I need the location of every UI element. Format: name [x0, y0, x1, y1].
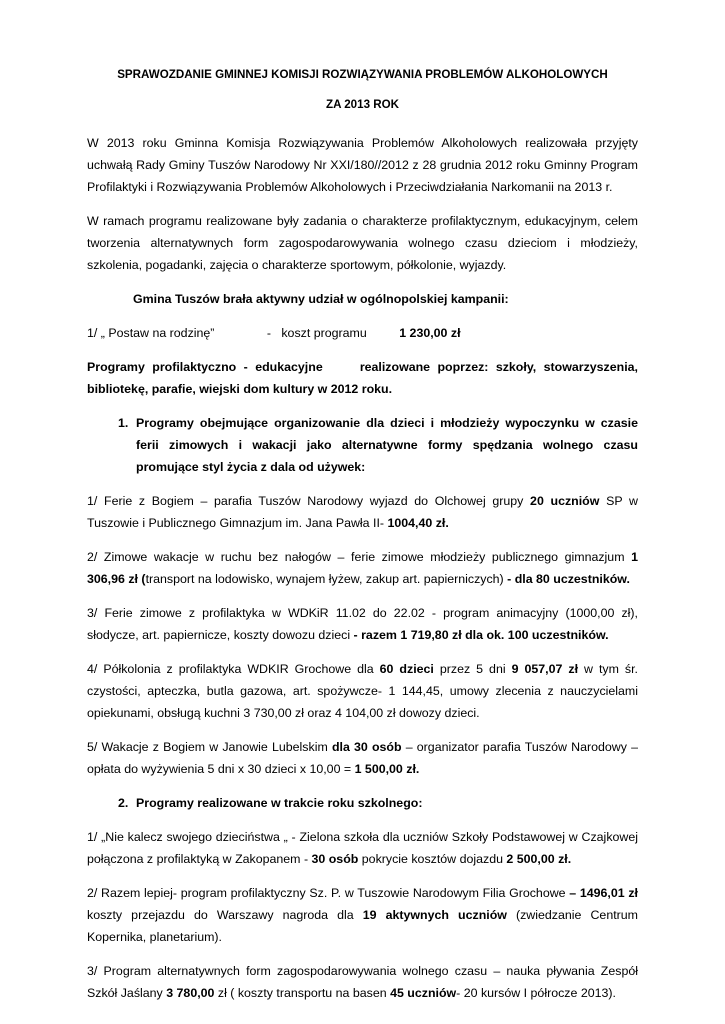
- section-2-item-1: 1/ „Nie kalecz swojego dzieciństwa „ - Zielona szkoła dla uczniów Szkoły Podstawowej w Czajkowej połączona z profilaktyką w Zakopanem - 30 osób pokrycie kosztów dojazdu 2 500,00 zł.: [87, 830, 638, 866]
- section-2-item-2: 2/ Razem lepiej- program profilaktyczny Sz. P. w Tuszowie Narodowym Filia Grochowe – 1496,01 zł koszty przejazdu do Warszawy nagroda dla 19 aktywnych uczniów (zwiedzanie Centrum Kopernika, planetarium).: [87, 886, 639, 944]
- section-1-heading: [87, 412, 638, 478]
- section-1-item-4: 4/ Półkolonia z profilaktyka WDKIR Grochowe dla 60 dzieci przez 5 dni 9 057,07 zł w tym śr. czystości, apteczka, butla gazowa, art. spożywcze- 1 144,45, umowy zlecenia z nauczycielami opiekunami, obsługą kuchni 3 730,00 zł oraz 4 104,00 zł dowozy dzieci.: [87, 662, 638, 720]
- document-subtitle: ZA 2013 ROK: [325, 98, 400, 111]
- section-1-item-3: 3/ Ferie zimowe z profilaktyka w WDKiR 11.02 do 22.02 - program animacyjny (1000,00 zł), słodycze, art. papiernicze, koszty dowozu dzieci - razem 1 719,80 zł dla ok. 100 uczestników.: [87, 606, 638, 642]
- campaign-heading: Gmina Tuszów brała aktywny udział w ogólnopolskiej kampanii:: [133, 292, 509, 306]
- document-title: SPRAWOZDANIE GMINNEJ KOMISJI ROZWIĄZYWANIA PROBLEMÓW ALKOHOLOWYCH: [117, 68, 608, 81]
- section-1-title: Programy obejmujące organizowanie dla dzieci i młodzieży wypoczynku w czasie ferii zimowych i wakacji jako alternatywne formy spędzania wolnego czasu promujące styl życia z dala od używek:: [136, 416, 638, 474]
- section-1-number: 1.: [118, 416, 129, 430]
- programs-intro-part2: realizowane poprzez: szkoły, stowarzyszenia, bibliotekę, parafie, wiejski dom kultury w 2012 roku.: [87, 360, 638, 396]
- programs-intro: [87, 356, 638, 400]
- campaign-number: 1/: [87, 326, 98, 340]
- section-1-item-2: 2/ Zimowe wakacje w ruchu bez nałogów – ferie zimowe młodzieży publicznego gimnazjum 1 306,96 zł (transport na lodowisko, wynajem łyżew, zakup art. papierniczych) - dla 80 uczestników.: [87, 550, 638, 586]
- campaign-cost: 1 230,00 zł: [399, 326, 461, 340]
- campaign-cost-label: koszt programu: [281, 326, 367, 340]
- section-2-heading: [87, 792, 638, 814]
- section-1-item-5: 5/ Wakacje z Bogiem w Janowie Lubelskim dla 30 osób – organizator parafia Tuszów Narodowy – opłata do wyżywienia 5 dni x 30 dzieci x 10,00 = 1 500,00 zł.: [87, 740, 638, 776]
- campaign-dash: -: [266, 326, 272, 340]
- campaign-line: [87, 322, 638, 344]
- campaign-name: „ Postaw na rodzinę”: [100, 326, 215, 340]
- intro-paragraph-2: W ramach programu realizowane były zadania o charakterze profilaktycznym, edukacyjnym, celem tworzenia alternatywnych form zagospodarowywania wolnego czasu dzieciom i młodzieży, szkolenia, pogadanki, zajęcia o charakterze sportowym, półkolonie, wyjazdy.: [87, 214, 638, 272]
- programs-intro-part1: Programy profilaktyczno - edukacyjne: [87, 360, 323, 374]
- section-2-title: Programy realizowane w trakcie roku szkolnego:: [136, 796, 423, 810]
- section-2-number: 2.: [118, 796, 129, 810]
- intro-paragraph-1: W 2013 roku Gminna Komisja Rozwiązywania Problemów Alkoholowych realizowała przyjęty uchwałą Rady Gminy Tuszów Narodowy Nr XXI/180//2012 z 28 grudnia 2012 roku Gminny Program Profilaktyki i Rozwiązywania Problemów Alkoholowych i Przeciwdziałania Narkomanii na 2013 r.: [87, 136, 638, 194]
- section-1-item-1: 1/ Ferie z Bogiem – parafia Tuszów Narodowy wyjazd do Olchowej grupy 20 uczniów SP w Tuszowie i Publicznego Gimnazjum im. Jana Pawła II- 1004,40 zł.: [87, 494, 638, 530]
- section-2-item-3: 3/ Program alternatywnych form zagospodarowywania wolnego czasu – nauka pływania Zespół Szkół Jaślany 3 780,00 zł ( koszty transportu na basen 45 uczniów- 20 kursów I półrocze 2013).: [87, 964, 638, 1000]
